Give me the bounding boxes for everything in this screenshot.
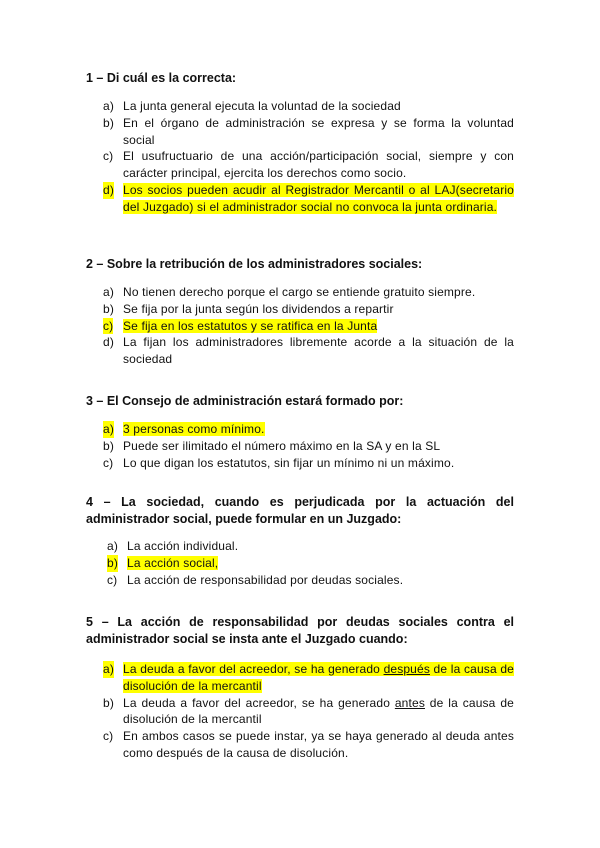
- option-c: c) Lo que digan los estatutos, sin fijar un mínimo ni un máximo.: [103, 455, 455, 470]
- highlighted-answer: Los socios pueden acudir al Registrador Mercantil o al LAJ(secretario del Juzgado) si el administrador social no convoca la junta ordinaria.: [123, 182, 514, 214]
- question-5: [86, 614, 514, 762]
- question-title: 1 – Di cuál es la correcta:: [86, 71, 237, 85]
- question-title: 2 – Sobre la retribución de los administradores sociales:: [86, 257, 423, 271]
- option-a: a) No tienen derecho porque el cargo se entiende gratuito siempre.: [103, 285, 476, 299]
- question-4: [86, 494, 514, 588]
- question-3: [86, 393, 514, 471]
- option-c-correct: c) Se fija en los estatutos y se ratifica en la Junta: [103, 318, 378, 333]
- option-list: [103, 661, 514, 762]
- option-b: b) En el órgano de administración se expresa y se forma la voluntad social: [103, 115, 514, 147]
- highlighted-answer: 3 personas como mínimo.: [123, 422, 265, 436]
- highlighted-answer: La deuda a favor del acreedor, se ha generado después de la causa de disolución de la mercantil: [123, 662, 514, 693]
- question-title: 5 – La acción de responsabilidad por deudas sociales contra el administrador social se insta ante el Juzgado cuando:: [86, 615, 514, 646]
- option-list: [103, 98, 514, 216]
- option-b: b) Puede ser ilimitado el número máximo en la SA y en la SL: [103, 438, 441, 453]
- underlined-word: después: [383, 662, 430, 676]
- option-list: [103, 421, 514, 471]
- option-a: a) La junta general ejecuta la voluntad de la sociedad: [103, 99, 401, 113]
- option-b: b) La deuda a favor del acreedor, se ha generado antes de la causa de disolución de la mercantil: [103, 695, 514, 727]
- option-list: [107, 538, 514, 588]
- option-c: c) El usufructuario de una acción/participación social, siempre y con carácter principal, ejercita los derechos como socio.: [103, 149, 514, 181]
- underlined-word: antes: [394, 695, 425, 710]
- option-a-correct: a) 3 personas como mínimo.: [103, 422, 265, 436]
- question-title: 3 – El Consejo de administración estará formado por:: [86, 394, 404, 408]
- option-a: a) La acción individual.: [107, 539, 239, 553]
- option-c: c) En ambos casos se puede instar, ya se haya generado al deuda antes como después de la causa de disolución.: [103, 729, 514, 760]
- question-1: [86, 70, 514, 216]
- highlighted-answer: Se fija en los estatutos y se ratifica en la Junta: [123, 318, 378, 333]
- option-b-correct: b) La acción social,: [107, 555, 219, 570]
- option-b: b) Se fija por la junta según los dividendos a repartir: [103, 301, 394, 316]
- highlighted-answer: La acción social,: [127, 555, 219, 570]
- question-title: 4 – La sociedad, cuando es perjudicada por la actuación del administrador social, puede formular en un Juzgado:: [86, 495, 514, 526]
- question-2: [86, 256, 514, 368]
- option-d-correct: d) Los socios pueden acudir al Registrador Mercantil o al LAJ(secretario del Juzgado) si el administrador social no convoca la junta ordinaria.: [103, 182, 514, 214]
- option-a-correct: a) La deuda a favor del acreedor, se ha generado después de la causa de disolución de la mercantil: [103, 662, 514, 693]
- option-c: c) La acción de responsabilidad por deudas sociales.: [107, 572, 404, 587]
- option-list: [103, 284, 514, 368]
- option-d: d) La fijan los administradores libremente acorde a la situación de la sociedad: [103, 335, 514, 367]
